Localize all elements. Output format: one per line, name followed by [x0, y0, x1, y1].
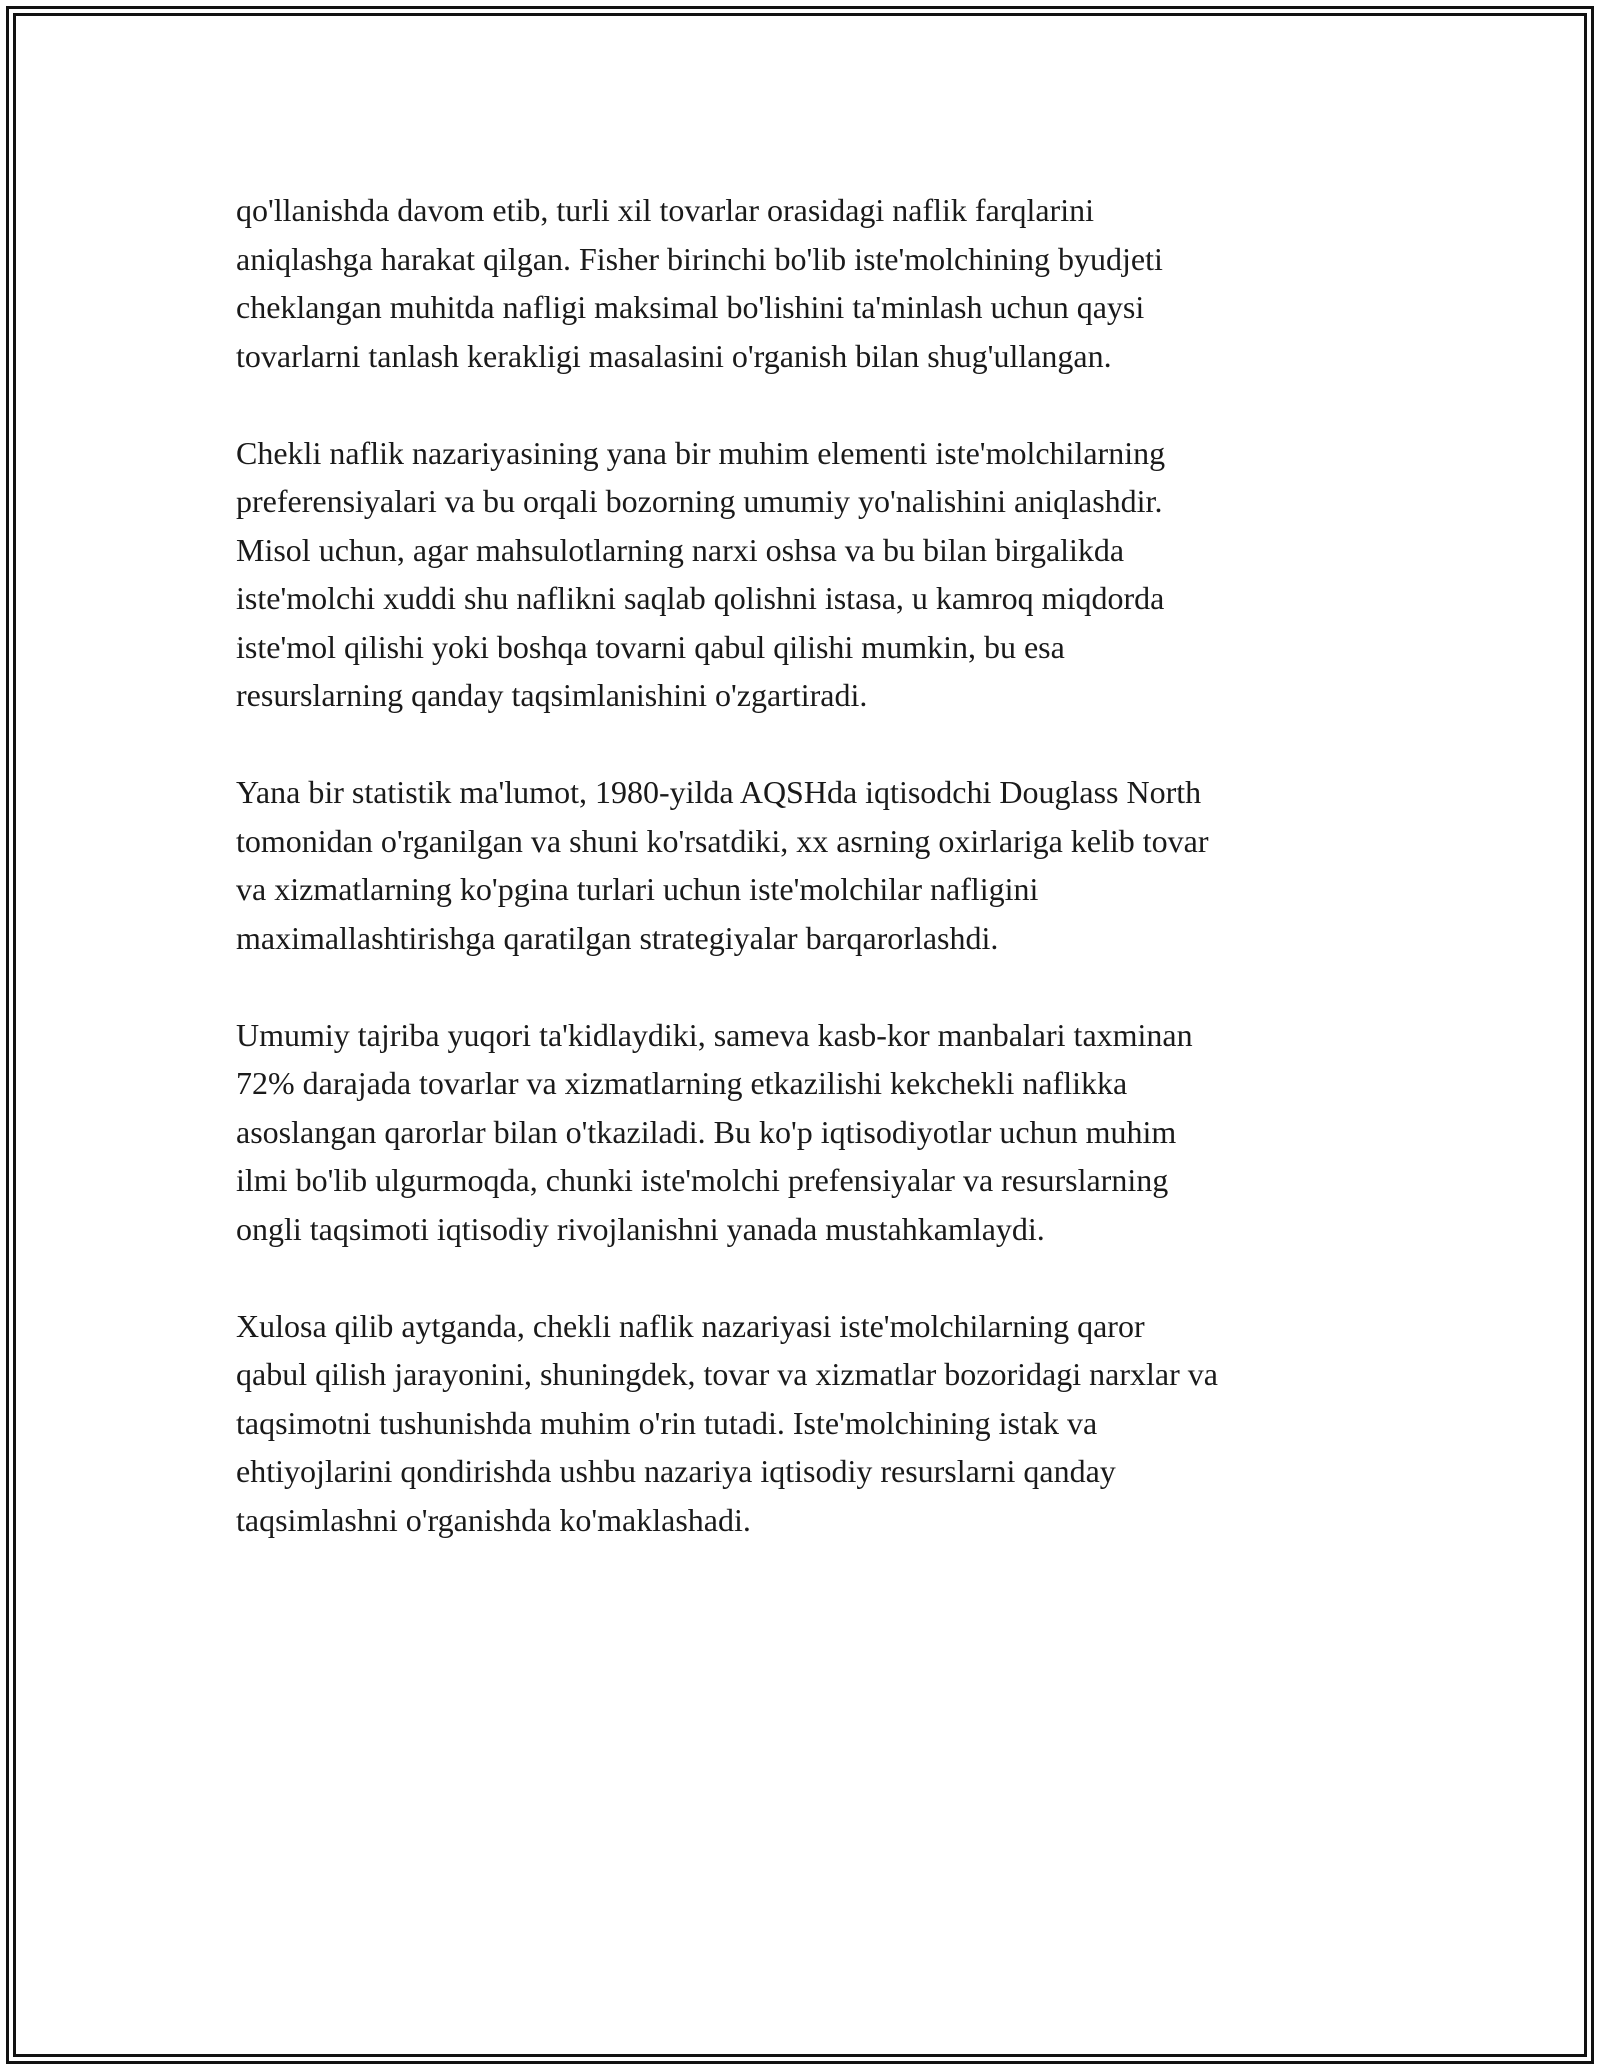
text-line: Yana bir statistik ma'lumot, 1980-yilda AQSHda iqtisodchi Douglass North: [236, 774, 1202, 810]
text-line: asoslangan qarorlar bilan o'tkaziladi. Bu ko'p iqtisodiyotlar uchun muhim: [236, 1113, 1177, 1150]
text-line: Xulosa qilib aytganda, chekli naflik nazariyasi iste'molchilarning qaror: [236, 1307, 1145, 1344]
text-line: Umumiy tajriba yuqori ta'kidlaydiki, sameva kasb-kor manbalari taxminan: [236, 1016, 1193, 1053]
text-line: va xizmatlarning ko'pgina turlari uchun iste'molchilar nafligini: [236, 871, 1039, 907]
text-line: iste'mol qilishi yoki boshqa tovarni qabul qilishi mumkin, bu esa: [236, 628, 1065, 665]
text-line: ongli taqsimoti iqtisodiy rivojlanishni yanada mustahkamlaydi.: [236, 1210, 1045, 1247]
text-line: qabul qilish jarayonini, shuningdek, tovar va xizmatlar bozoridagi narxlar va: [236, 1356, 1218, 1392]
text-line: resurslarning qanday taqsimlanishini o'zgartiradi.: [236, 677, 868, 713]
paragraph: [236, 1011, 1386, 1254]
text-line: Chekli naflik nazariyasining yana bir muhim elementi iste'molchilarning: [236, 434, 1166, 471]
document-body: [236, 186, 1386, 1593]
text-line: cheklangan muhitda nafligi maksimal bo'lishini ta'minlash uchun qaysi: [236, 289, 1145, 325]
text-line: preferensiyalari va bu orqali bozorning umumiy yo'nalishini aniqlashdir.: [236, 483, 1163, 519]
text-line: iste'molchi xuddi shu naflikni saqlab qolishni istasa, u kamroq miqdorda: [236, 580, 1165, 616]
text-line: qo'llanishda davom etib, turli xil tovarlar orasidagi naflik farqlarini: [236, 192, 1094, 228]
text-line: ehtiyojlarini qondirishda ushbu nazariya iqtisodiy resurslarni qanday: [236, 1453, 1116, 1489]
paragraph: [236, 429, 1386, 720]
text-line: Misol uchun, agar mahsulotlarning narxi oshsa va bu bilan birgalikda: [236, 531, 1125, 568]
text-line: tomonidan o'rganilgan va shuni ko'rsatdiki, xx asrning oxirlariga kelib tovar: [236, 822, 1209, 859]
text-line: maximallashtirishga qaratilgan strategiyalar barqarorlashdi.: [236, 919, 999, 956]
paragraph: [236, 768, 1386, 962]
paragraph: [236, 1302, 1386, 1545]
text-line: tovarlarni tanlash kerakligi masalasini o'rganish bilan shug'ullangan.: [236, 337, 1112, 374]
text-line: ilmi bo'lib ulgurmoqda, chunki iste'molchi prefensiyalar va resurslarning: [236, 1162, 1169, 1198]
text-line: taqsimlashni o'rganishda ko'maklashadi.: [236, 1501, 751, 1538]
text-line: aniqlashga harakat qilgan. Fisher birinchi bo'lib iste'molchining byudjeti: [236, 240, 1163, 277]
paragraph: [236, 186, 1386, 380]
text-line: taqsimotni tushunishda muhim o'rin tutadi. Iste'molchining istak va: [236, 1404, 1098, 1441]
text-line: 72% darajada tovarlar va xizmatlarning etkazilishi kekchekli naflikka: [236, 1065, 1128, 1101]
